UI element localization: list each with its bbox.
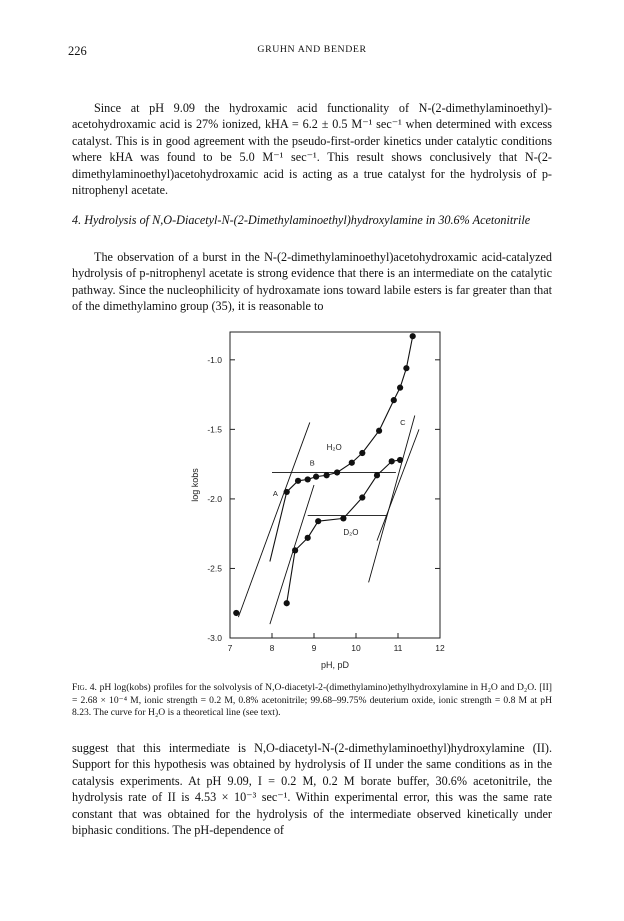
figure-caption: [72, 682, 552, 720]
d2o-data-point: [284, 600, 290, 606]
h2o-data-point: [334, 469, 340, 475]
h2o-data-point: [305, 476, 311, 482]
d2o-data-point: [374, 472, 380, 478]
d2o-data-point: [233, 610, 239, 616]
plot-frame: [230, 332, 440, 638]
figure-caption-text: pH log(kobs) profiles for the solvolysis of N,O-diacetyl-2-(dimethylamino)ethylhydroxylamine in H₂O and D₂O. [II] = 2.68 × 10⁻⁴ M, ionic strength = 0.2 M, 0.8% acetonitrile; 99.68–99.75% deuterium oxide, ionic strength = 0.8 M at pH 8.23. The curve for H₂O is a theoretical line (see text).: [72, 682, 552, 719]
y-tick-label: -2.5: [207, 563, 222, 574]
x-axis-label: pH, pD: [320, 660, 350, 670]
paragraph-1: Since at pH 9.09 the hydroxamic acid functionality of N-(2-dimethylaminoethyl)-acetohydroxamic acid is 27% ionized, kHA = 6.2 ± 0.5 M⁻¹ sec⁻¹ when determined with excess catalyst. This is in good agreement with the pseudo-first-order kinetics under catalytic conditions where kHA was found to be 5.0 M⁻¹ sec⁻¹. This result shows conclusively that N-(2-dimethylaminoethyl)acetohydroxamic acid is acting as a true catalyst for the hydrolysis of p-nitrophenyl acetate.: [72, 101, 552, 198]
label-c: C: [400, 418, 406, 428]
h2o-annotation: H₂O: [326, 443, 342, 453]
running-head: GRUHN AND BENDER: [257, 44, 367, 55]
h2o-data-point: [410, 333, 416, 339]
label-a: A: [272, 489, 278, 499]
d2o-data-point: [305, 535, 311, 541]
h2o-data-point: [359, 450, 365, 456]
d2o-data-point: [389, 458, 395, 464]
d2o-data-point: [359, 494, 365, 500]
d2o-annotation: D₂O: [343, 528, 359, 538]
x-tick-label: 8: [269, 643, 275, 653]
x-tick-label: 10: [351, 643, 361, 653]
h2o-data-point: [349, 460, 355, 466]
h2o-data-point: [391, 397, 397, 403]
slope-line-a: [238, 422, 309, 617]
paragraph-2-block: [72, 249, 552, 315]
y-tick-label: -2.0: [207, 493, 222, 504]
y-tick-label: -3.0: [207, 633, 222, 643]
x-tick-label: 9: [311, 643, 317, 653]
h2o-data-point: [397, 385, 403, 391]
h2o-data-point: [403, 365, 409, 371]
slope-line-d: [377, 429, 419, 540]
h2o-data-point: [313, 474, 319, 480]
label-b: B: [309, 458, 315, 468]
y-axis-label: log kobs: [190, 468, 200, 502]
h2o-data-point: [324, 472, 330, 478]
x-tick-label: 11: [393, 643, 403, 653]
paragraph-1-block: [72, 100, 552, 198]
h2o-data-point: [295, 478, 301, 484]
slope-line-c: [369, 415, 415, 582]
y-tick-label: -1.0: [207, 354, 222, 365]
d2o-data-point: [292, 547, 298, 553]
slope-line-b: [270, 485, 314, 624]
page-number: 226: [68, 44, 87, 58]
d2o-data-point: [315, 518, 321, 524]
y-tick-label: -1.5: [207, 424, 222, 435]
figure-label: Fig. 4.: [72, 682, 97, 693]
figure-4: [160, 330, 480, 675]
running-header: [68, 44, 556, 60]
x-tick-label: 12: [435, 643, 445, 653]
paragraph-3-block: [72, 740, 552, 838]
h2o-data-point: [376, 428, 382, 434]
d2o-data-point: [397, 457, 403, 463]
x-tick-label: 7: [227, 643, 233, 653]
d2o-data-point: [340, 515, 346, 521]
ph-profile-chart: [160, 330, 480, 675]
paragraph-3: suggest that this intermediate is N,O-diacetyl-N-(2-dimethylaminoethyl)hydroxylamine (II). Support for this hypothesis was obtained by hydrolysis of II under the same conditions as in the catalysis experiments. At pH 9.09, I = 0.2 M, 0.2 M borate buffer, 30.6% acetonitrile, the hydrolysis rate of II is 4.53 × 10⁻³ sec⁻¹. Within experimental error, this was the same rate constant that was obtained for the hydrolysis of the intermediate observed kinetically under biphasic conditions. The pH-dependence of: [72, 741, 552, 838]
h2o-data-point: [284, 489, 290, 495]
paragraph-2: The observation of a burst in the N-(2-dimethylaminoethyl)acetohydroxamic acid-catalyzed hydrolysis of p-nitrophenyl acetate is strong evidence that there is an intermediate on the catalytic pathway. Since the nucleophilicity of hydroxamate ions toward labile esters is far greater than that of the dimethylamino group (35), it is reasonable to: [72, 250, 552, 314]
section-heading: 4. Hydrolysis of N,O-Diacetyl-N-(2-Dimethylaminoethyl)hydroxylamine in 30.6% Acetonitrile: [72, 213, 531, 227]
